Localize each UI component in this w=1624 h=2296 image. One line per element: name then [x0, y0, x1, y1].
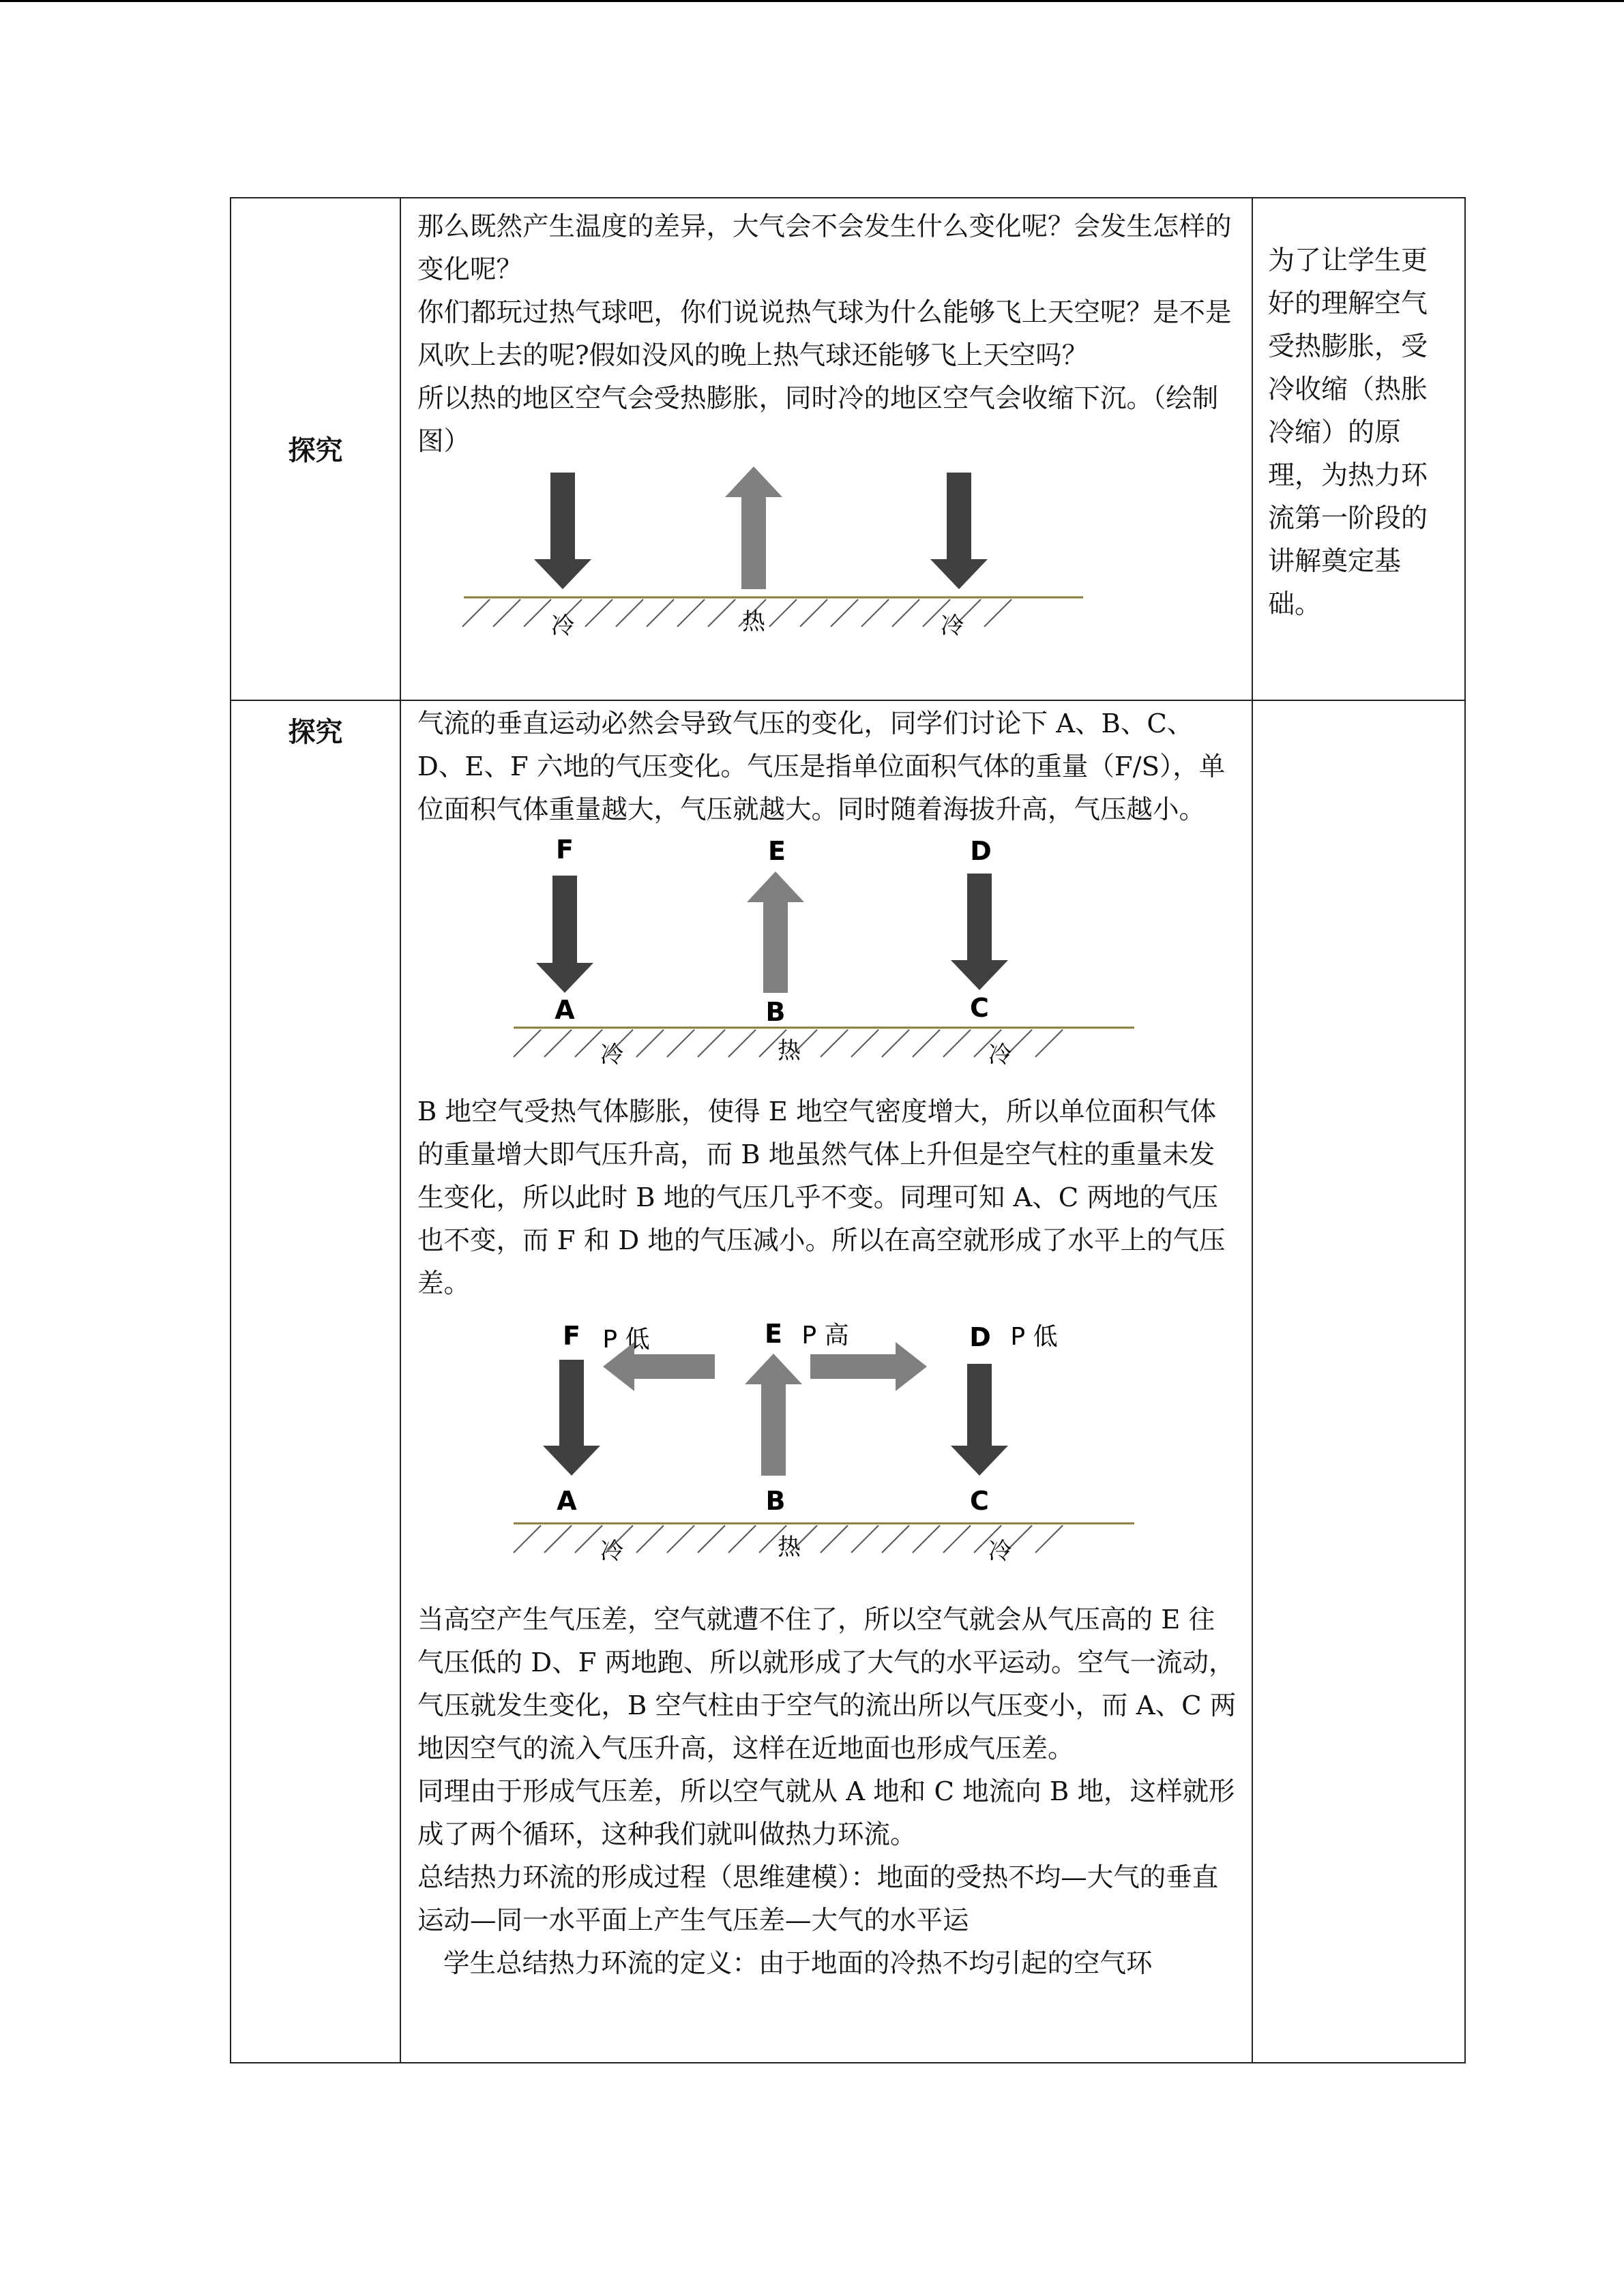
- point-label-a: A: [555, 995, 575, 1025]
- pressure-label-f: P 低: [602, 1326, 650, 1354]
- content-cell: [400, 198, 1252, 700]
- content-cell: [400, 700, 1252, 2063]
- pressure-label-d: P 低: [1010, 1323, 1058, 1351]
- stage-cell: [231, 198, 400, 700]
- point-label-a: A: [557, 1486, 577, 1516]
- sinking-air-arrow-f-a: [536, 876, 593, 993]
- page-top-border: [0, 0, 1624, 2]
- sinking-air-arrow-f-a: [543, 1360, 600, 1476]
- note-cell: [1252, 198, 1465, 700]
- teaching-note: [1253, 701, 1464, 742]
- point-label-e: E: [765, 1319, 782, 1349]
- note-cell: [1252, 700, 1465, 2063]
- convection-diagram-3: [401, 1305, 1253, 1598]
- ground-label-cold: 冷: [988, 1538, 1012, 1565]
- paragraph: 所以热的地区空气会受热膨胀，同时冷的地区空气会收缩下沉。（绘制图）: [417, 383, 1219, 457]
- ground-label-hot: 热: [778, 1534, 801, 1561]
- point-label-b: B: [765, 997, 786, 1027]
- point-label-c: C: [970, 1486, 989, 1516]
- ground-label-cold: 冷: [551, 612, 574, 640]
- ground-label-cold: 冷: [941, 612, 964, 640]
- paragraph: 你们都玩过热气球吧，你们说说热气球为什么能够飞上天空呢？是不是风吹上去的呢?假如没风的晚上热气球还能够飞上天空吗？: [417, 297, 1232, 371]
- stage-label: 探究: [288, 717, 343, 748]
- sinking-air-arrow-d-c: [951, 1364, 1008, 1476]
- rising-air-arrow-b-e: [745, 1354, 802, 1476]
- ground-label-cold: 冷: [988, 1041, 1012, 1069]
- teaching-note: 为了让学生更好的理解空气受热膨胀，受冷收缩（热胀冷缩）的原理，为热力环流第一阶段的讲解奠定基础。: [1268, 245, 1428, 620]
- ground-label-cold: 冷: [600, 1041, 623, 1069]
- ground-label-hot: 热: [778, 1037, 801, 1064]
- table-row: [231, 198, 1465, 700]
- point-label-b: B: [765, 1486, 786, 1516]
- stage-cell: [231, 700, 400, 2063]
- rising-air-arrow-b-e: [747, 871, 804, 993]
- point-label-c: C: [970, 993, 989, 1023]
- paragraph: 学生总结热力环流的定义：由于地面的冷热不均引起的空气环: [443, 1948, 1153, 1979]
- table-row: [231, 700, 1465, 2063]
- convection-diagram-1: [401, 463, 1253, 654]
- paragraph: B 地空气受热气体膨胀，使得 E 地空气密度增大，所以单位面积气体的重量增大即气压升高，而 B 地虽然气体上升但是空气柱的重量未发生变化，所以此时 B 地的气压几乎不变。同理可知 A、C 两地的气压也不变，而 F 和 D 地的气压减小。所以在高空就形成了水平上的气压差。: [417, 1097, 1226, 1299]
- point-label-f: F: [556, 835, 574, 865]
- ground-label-cold: 冷: [600, 1538, 623, 1565]
- ground-hatching: [462, 599, 1012, 627]
- paragraph: 那么既然产生温度的差异，大气会不会发生什么变化呢？会发生怎样的变化呢？: [417, 211, 1232, 285]
- paragraph: 同理由于形成气压差，所以空气就从 A 地和 C 地流向 B 地，这样就形成了两个循环，这种我们就叫做热力环流。: [417, 1776, 1235, 1850]
- point-label-e: E: [768, 836, 786, 866]
- ground-label-hot: 热: [742, 608, 765, 636]
- sinking-air-arrow-d-c: [951, 874, 1008, 990]
- stage-label: 探究: [288, 435, 343, 466]
- convection-diagram-2: [401, 831, 1253, 1090]
- sinking-air-arrow: [534, 473, 591, 589]
- sinking-air-arrow: [930, 473, 988, 589]
- point-label-f: F: [563, 1321, 580, 1351]
- paragraph: 总结热力环流的形成过程（思维建模）：地面的受热不均—大气的垂直运动—同一水平面上产生气压差—大气的水平运: [417, 1862, 1219, 1936]
- pressure-label-e: P 高: [801, 1322, 849, 1350]
- paragraph: 当高空产生气压差，空气就遭不住了，所以空气就会从气压高的 E 往气压低的 D、F 两地跑、所以就形成了大气的水平运动。空气一流动，气压就发生变化，B 空气柱由于空气的流出所以气压变小，而 A、C 两地因空气的流入气压升高，这样在近地面也形成气压差。: [417, 1605, 1237, 1764]
- lesson-plan-table: [230, 197, 1466, 2063]
- point-label-d: D: [970, 836, 992, 866]
- point-label-d: D: [969, 1322, 991, 1352]
- rising-air-arrow: [725, 466, 782, 589]
- paragraph: 气流的垂直运动必然会导致气压的变化，同学们讨论下 A、B、C、D、E、F 六地的气压变化。气压是指单位面积气体的重量（F/S），单位面积气体重量越大，气压就越大。同时随着海拔升高，气压越小。: [417, 709, 1226, 825]
